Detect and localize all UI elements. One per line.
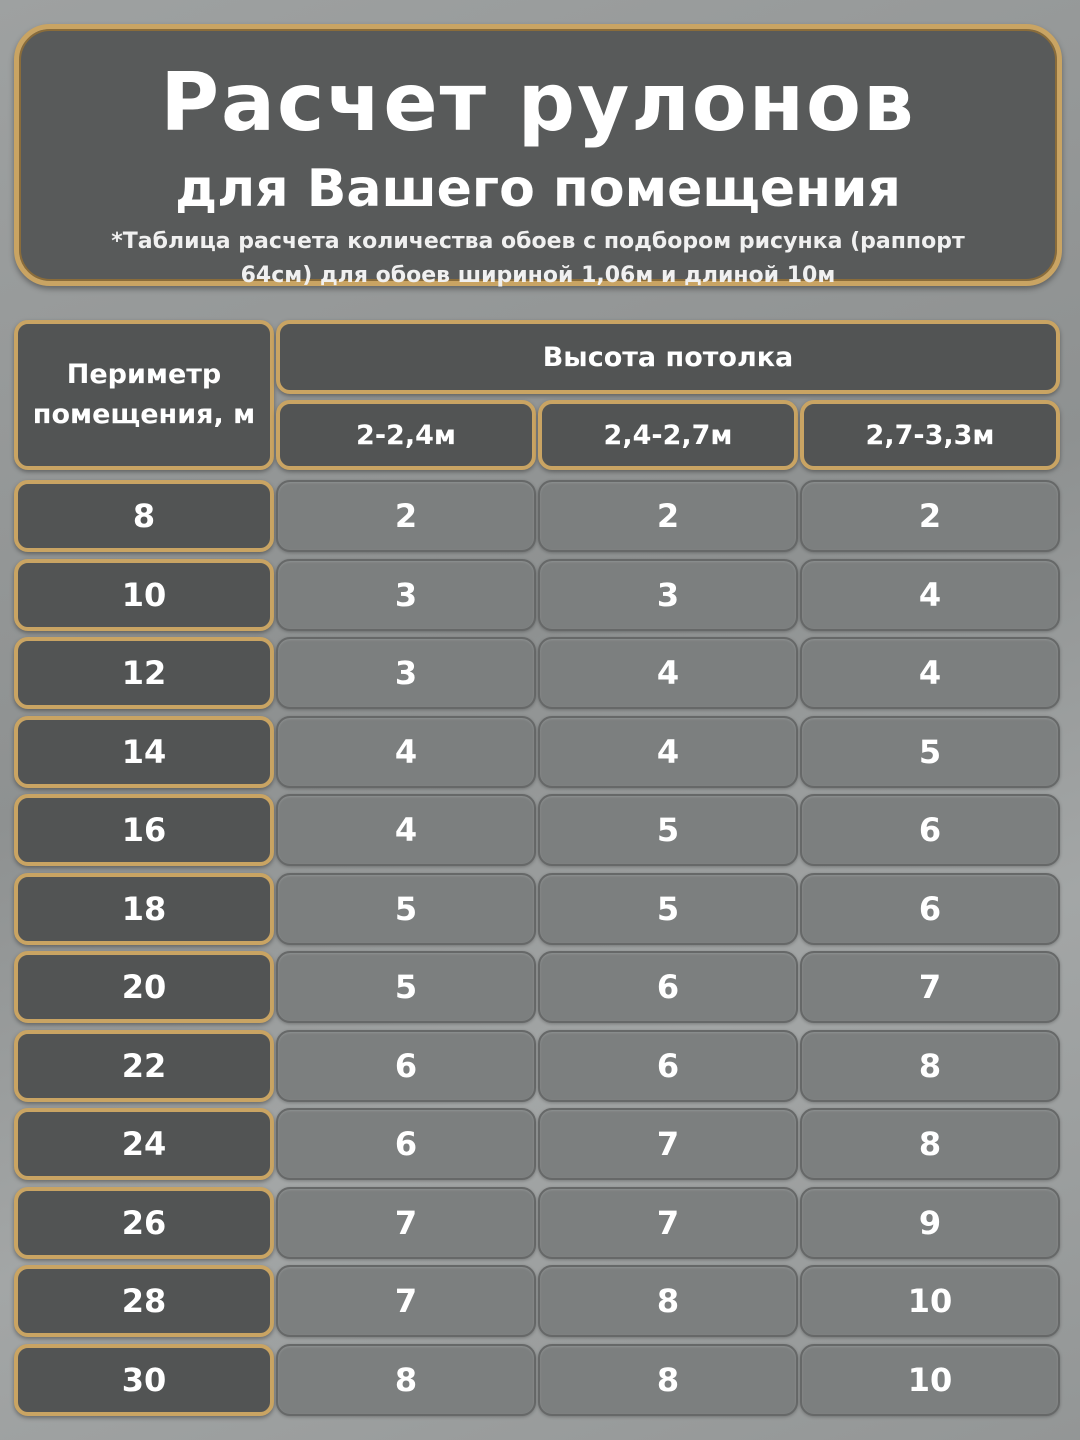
rolls-count-cell: 7 xyxy=(276,1265,536,1337)
rolls-count-cell: 2 xyxy=(538,480,798,552)
perimeter-cell: 10 xyxy=(14,559,274,631)
rolls-count-cell: 8 xyxy=(800,1030,1060,1102)
rolls-count-cell: 4 xyxy=(276,794,536,866)
rolls-count-cell: 6 xyxy=(800,873,1060,945)
perimeter-cell: 8 xyxy=(14,480,274,552)
ceiling-height-header: Высота потолка xyxy=(276,320,1060,394)
rolls-count-cell: 6 xyxy=(800,794,1060,866)
rolls-count-cell: 7 xyxy=(276,1187,536,1259)
rolls-count-cell: 8 xyxy=(538,1265,798,1337)
rolls-count-cell: 6 xyxy=(538,1030,798,1102)
column-header: 2,7-3,3м xyxy=(800,400,1060,470)
perimeter-cell: 26 xyxy=(14,1187,274,1259)
rolls-count-cell: 4 xyxy=(800,559,1060,631)
page-title: Расчет рулонов xyxy=(160,56,916,149)
rolls-count-cell: 5 xyxy=(276,873,536,945)
perimeter-cell: 22 xyxy=(14,1030,274,1102)
rolls-count-cell: 7 xyxy=(800,951,1060,1023)
page-subtitle: для Вашего помещения xyxy=(175,159,901,219)
rolls-count-cell: 10 xyxy=(800,1344,1060,1416)
perimeter-cell: 18 xyxy=(14,873,274,945)
title-panel xyxy=(14,24,1062,286)
rolls-count-cell: 6 xyxy=(276,1030,536,1102)
rolls-count-cell: 3 xyxy=(276,637,536,709)
rolls-count-cell: 4 xyxy=(800,637,1060,709)
rolls-count-cell: 9 xyxy=(800,1187,1060,1259)
rolls-count-cell: 5 xyxy=(538,794,798,866)
perimeter-cell: 30 xyxy=(14,1344,274,1416)
column-header: 2,4-2,7м xyxy=(538,400,798,470)
perimeter-cell: 12 xyxy=(14,637,274,709)
rolls-count-cell: 2 xyxy=(800,480,1060,552)
rolls-count-cell: 4 xyxy=(538,637,798,709)
rolls-count-cell: 2 xyxy=(276,480,536,552)
rolls-count-cell: 7 xyxy=(538,1108,798,1180)
rolls-count-cell: 6 xyxy=(276,1108,536,1180)
rolls-count-cell: 10 xyxy=(800,1265,1060,1337)
rolls-count-cell: 6 xyxy=(538,951,798,1023)
perimeter-cell: 24 xyxy=(14,1108,274,1180)
rolls-count-cell: 8 xyxy=(800,1108,1060,1180)
rolls-count-cell: 4 xyxy=(276,716,536,788)
rolls-count-cell: 5 xyxy=(800,716,1060,788)
perimeter-header: Периметр помещения, м xyxy=(14,320,274,470)
perimeter-cell: 14 xyxy=(14,716,274,788)
rolls-count-cell: 5 xyxy=(538,873,798,945)
perimeter-cell: 28 xyxy=(14,1265,274,1337)
rolls-count-cell: 3 xyxy=(538,559,798,631)
table-note: *Таблица расчета количества обоев с подбором рисунка (раппорт 64см) для обоев шириной 1,06м и длиной 10м xyxy=(111,229,965,288)
column-header: 2-2,4м xyxy=(276,400,536,470)
rolls-count-cell: 8 xyxy=(538,1344,798,1416)
rolls-count-cell: 5 xyxy=(276,951,536,1023)
perimeter-cell: 16 xyxy=(14,794,274,866)
rolls-count-cell: 7 xyxy=(538,1187,798,1259)
perimeter-cell: 20 xyxy=(14,951,274,1023)
rolls-count-cell: 8 xyxy=(276,1344,536,1416)
rolls-count-cell: 3 xyxy=(276,559,536,631)
rolls-count-cell: 4 xyxy=(538,716,798,788)
